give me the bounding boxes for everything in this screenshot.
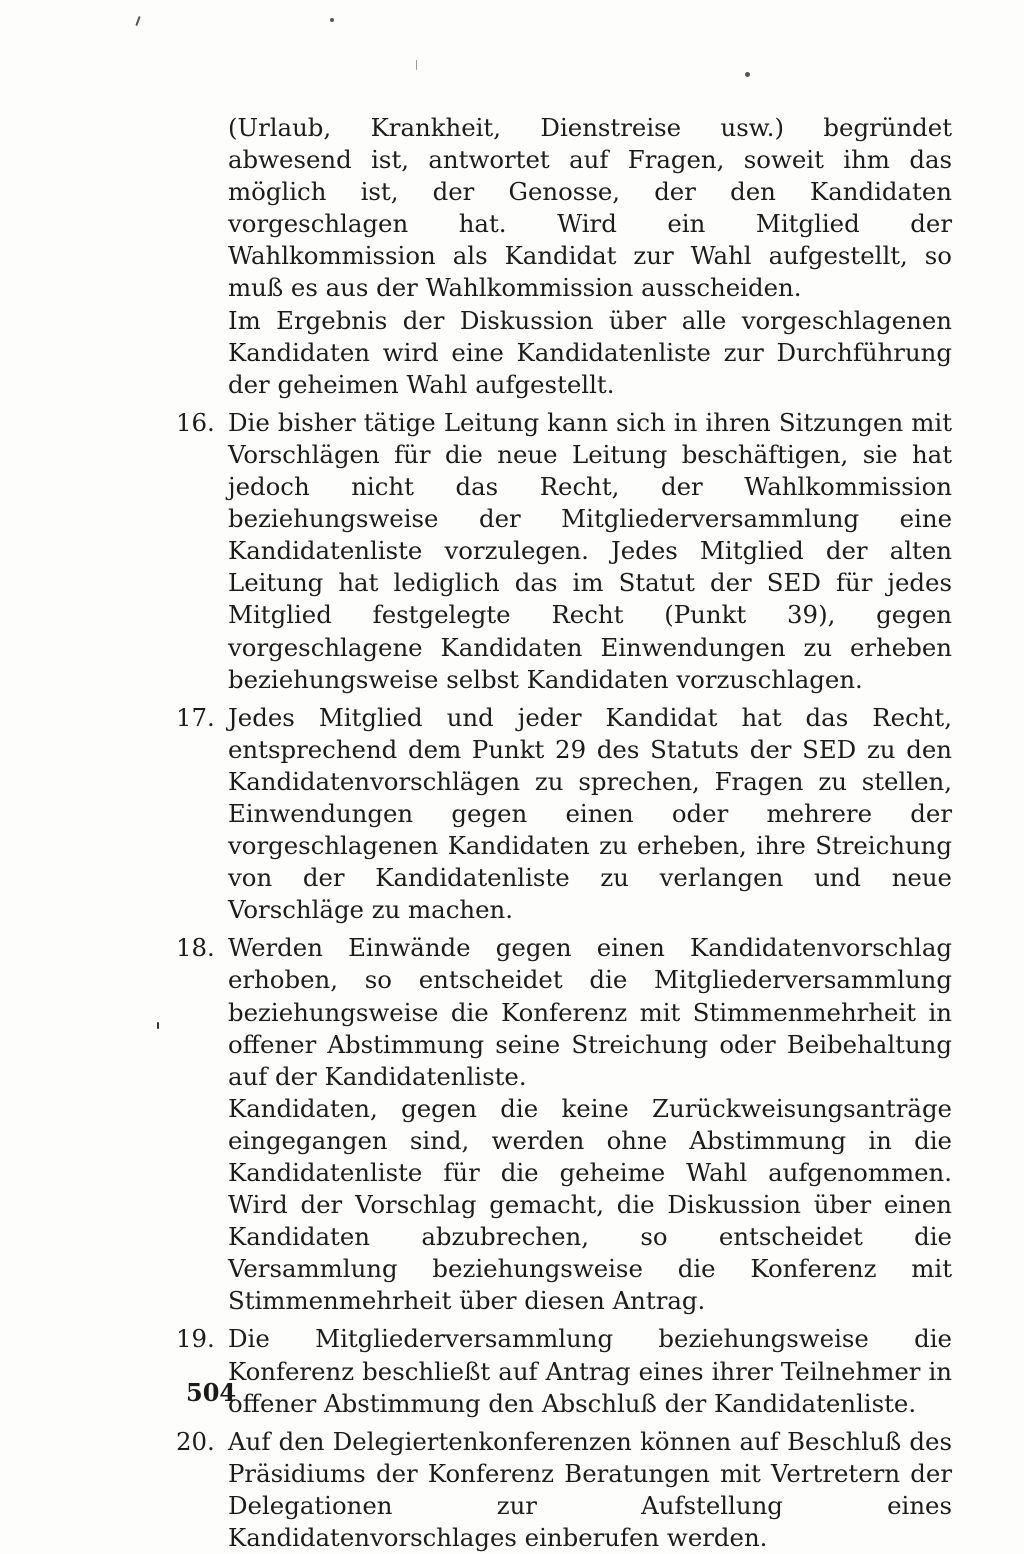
item-text: Jedes Mitglied und jeder Kandidat hat das Recht, entsprechend dem Punkt 29 des Statuts der SED zu den Kandidatenvorschlägen zu sprechen, Fragen zu stellen, Einwendungen gegen einen oder mehrere der vorgeschlagenen Kandidaten zu erheben, ihre Streichung von der Kandidatenliste zu verlangen und neue Vorschläge zu machen.	[228, 702, 952, 925]
list-item-20	[176, 1426, 952, 1554]
item-text: Die Mitgliederversammlung beziehungsweise die Konferenz beschließt auf Antrag eines ihrer Teilnehmer in offener Abstimmung den Abschluß der Kandidatenliste.	[228, 1324, 952, 1418]
list-item-16	[176, 407, 952, 696]
item-text: Die bisher tätige Leitung kann sich in ihren Sitzungen mit Vorschlägen für die neue Leitung beschäftigen, sie hat jedoch nicht das Recht, der Wahlkommission beziehungsweise der Mitgliederversammlung eine Kandidatenliste vorzulegen. Jedes Mitglied der alten Leitung hat lediglich das im Statut der SED für jedes Mitglied festgelegte Recht (Punkt 39), gegen vorgeschlagene Kandidaten Einwendungen zu erheben beziehungsweise selbst Kandidaten vorzuschlagen.	[228, 407, 952, 694]
scan-speck	[157, 1022, 159, 1029]
scan-speck	[745, 72, 750, 77]
scan-speck	[416, 60, 417, 70]
intro-paragraph: Im Ergebnis der Diskussion über alle vorgeschlagenen Kandidaten wird eine Kandidatenliste zur Durchführung der geheimen Wahl aufgestellt.	[228, 305, 952, 399]
page-body	[176, 112, 952, 1554]
item-text: Kandidaten, gegen die keine Zurückweisungsanträge eingegangen sind, werden ohne Abstimmung in die Kandidatenliste für die geheime Wahl aufgenommen. Wird der Vorschlag gemacht, die Diskussion über einen Kandidaten abzubrechen, so entscheidet die Versammlung beziehungsweise die Konferenz mit Stimmenmehrheit über diesen Antrag.	[228, 1093, 952, 1316]
list-item-19	[176, 1323, 952, 1419]
list-item-17	[176, 702, 952, 927]
list-item-18	[176, 932, 952, 1317]
item-text: Auf den Delegiertenkonferenzen können auf Beschluß des Präsidiums der Konferenz Beratungen mit Vertretern der Delegationen zur Aufstellung eines Kandidatenvorschlages einberufen werden.	[228, 1426, 952, 1553]
page-number: 504	[186, 1378, 237, 1407]
item-number: 16.	[176, 407, 215, 437]
scan-speck	[135, 16, 140, 26]
scan-speck	[330, 18, 334, 22]
item-number: 18.	[176, 933, 215, 963]
item-text: Werden Einwände gegen einen Kandidatenvorschlag erhoben, so entscheidet die Mitgliederversammlung beziehungsweise die Konferenz mit Stimmenmehrheit in offener Abstimmung seine Streichung oder Beibehaltung auf der Kandidatenliste.	[228, 933, 952, 1091]
intro-paragraph: (Urlaub, Krankheit, Dienstreise usw.) begründet abwesend ist, antwortet auf Fragen, soweit ihm das möglich ist, der Genosse, der den Kandidaten vorgeschlagen hat. Wird ein Mitglied der Wahlkommission als Kandidat zur Wahl aufgestellt, so muß es aus der Wahlkommission ausscheiden.	[228, 113, 952, 303]
item-number: 20.	[176, 1426, 215, 1456]
item-number: 19.	[176, 1324, 215, 1354]
item-number: 17.	[176, 702, 215, 732]
